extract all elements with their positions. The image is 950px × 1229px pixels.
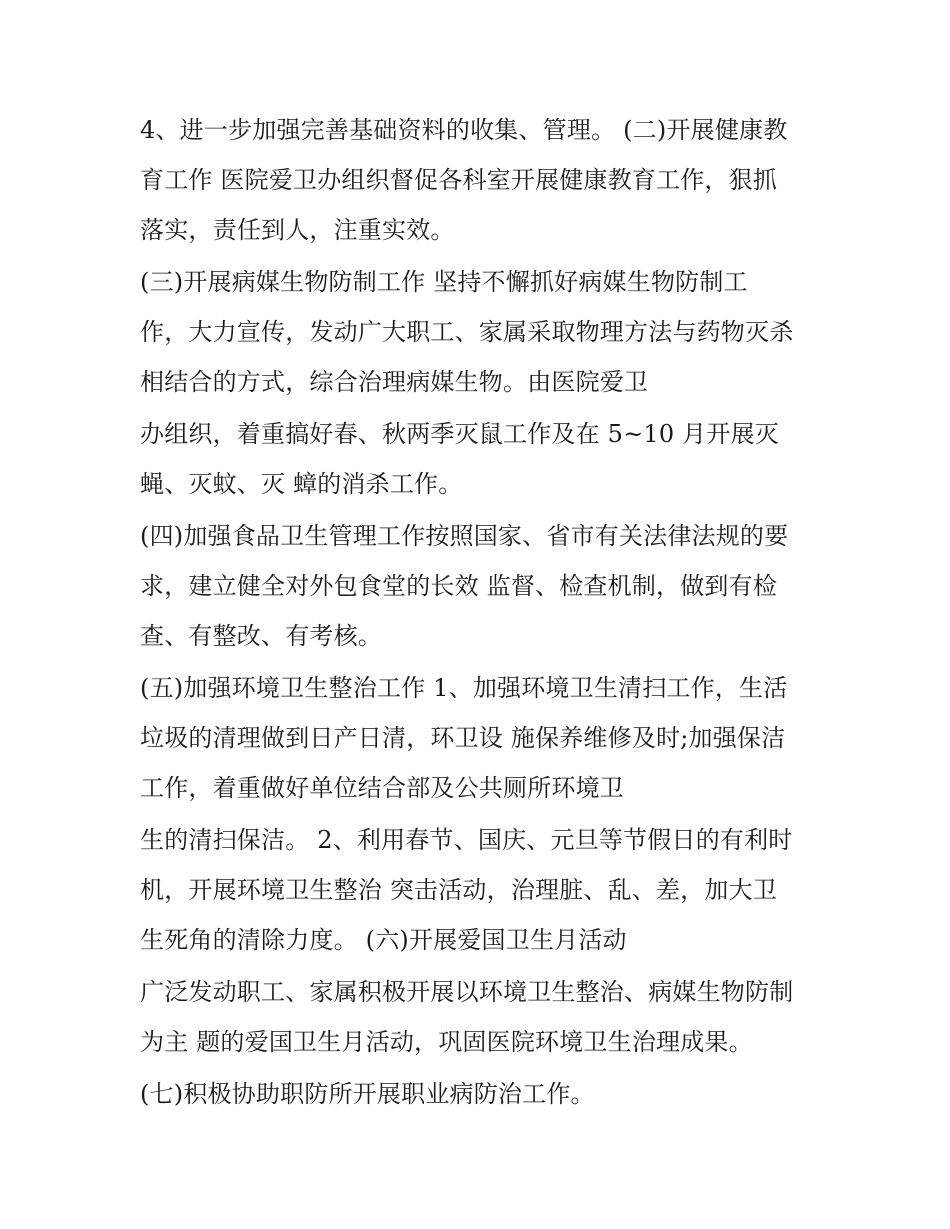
text-line: 查、有整改、有考核。 (140, 622, 382, 650)
text-line: (五)加强环境卫生整治工作 1、加强环境卫生清扫工作，生活 (140, 674, 788, 702)
text-line: 育工作 医院爱卫办组织督促各科室开展健康教育工作，狠抓 (140, 166, 778, 194)
text-line: 生死角的清除力度。 (六)开展爱国卫生月活动 (140, 926, 627, 954)
text-line: 机，开展环境卫生整治 突击活动，治理脏、乱、差，加大卫 (140, 876, 778, 904)
text-line: 落实，责任到人，注重实效。 (140, 216, 455, 244)
text-line: 广泛发动职工、家属积极开展以环境卫生整治、病媒生物防制 (140, 978, 794, 1006)
text-line: (三)开展病媒生物防制工作 坚持不懈抓好病媒生物防制工 (140, 268, 748, 296)
text-line: 作，大力宣传，发动广大职工、家属采取物理方法与药物灭杀 (140, 318, 794, 346)
text-line: 相结合的方式，综合治理病媒生物。由医院爱卫 (140, 368, 649, 396)
text-line: 4、进一步加强完善基础资料的收集、管理。 (二)开展健康教 (140, 116, 788, 144)
text-line: 求，建立健全对外包食堂的长效 监督、检查机制，做到有检 (140, 572, 778, 600)
text-line: (七)积极协助职防所开展职业病防治工作。 (140, 1080, 595, 1108)
text-line: 蝇、灭蚊、灭 蟑的消杀工作。 (140, 470, 463, 498)
text-line: 工作，着重做好单位结合部及公共厕所环境卫 (140, 774, 624, 802)
text-line: 生的清扫保洁。 2、利用春节、国庆、元旦等节假日的有利时 (140, 826, 793, 854)
text-line: (四)加强食品卫生管理工作按照国家、省市有关法律法规的要 (140, 522, 789, 550)
text-line: 为主 题的爱国卫生月活动，巩固医院环境卫生治理成果。 (140, 1028, 753, 1056)
text-line: 办组织，着重搞好春、秋两季灭鼠工作及在 5~10 月开展灭 (140, 420, 779, 448)
text-line: 垃圾的清理做到日产日清，环卫设 施保养维修及时;加强保洁 (140, 724, 786, 752)
